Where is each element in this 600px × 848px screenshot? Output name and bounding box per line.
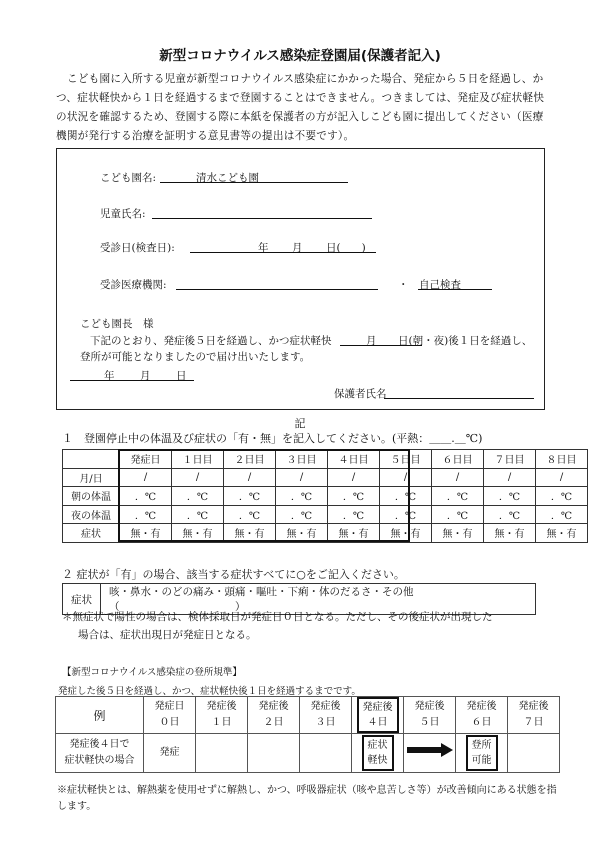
symptom-choice-cell[interactable]: 無・有 — [120, 524, 172, 543]
date-cell[interactable]: / — [536, 468, 588, 487]
day-header: ５日目 — [380, 450, 432, 469]
child-name-label: 児童氏名: — [100, 208, 146, 220]
symptom-choice-cell[interactable]: 無・有 — [380, 524, 432, 543]
evening-temp-cell[interactable]: ．℃ — [536, 505, 588, 524]
symptom-choice-cell[interactable]: 無・有 — [224, 524, 276, 543]
rule-day-header: 発症後 ７日 — [508, 697, 560, 734]
example-label: 例 — [56, 697, 144, 734]
empty-cell — [196, 734, 248, 773]
clinic-field[interactable] — [176, 289, 378, 290]
submit-month-label: 月 — [140, 370, 151, 382]
morning-temp-cell[interactable]: ．℃ — [172, 487, 224, 506]
rule-day-header: 発症日 ０日 — [144, 697, 196, 734]
row-label-symptom: 症状 — [63, 524, 120, 543]
date-cell[interactable]: / — [120, 468, 172, 487]
date-cell[interactable]: / — [380, 468, 432, 487]
symptom-choice-cell[interactable]: 無・有 — [328, 524, 380, 543]
intro-text: こども園に入所する児童が新型コロナウイルス感染症にかかった場合、発症から５日を経過し、かつ、症状軽快から１日を経過するまで登園することはできません。つきましては、発症及び症状軽快の状況を確認するため、登園する際に本紙を保護者の方が記入しこども園に提出してください（医療機関が発行する治療を証明する意見書等の提出は不要です）。 — [56, 73, 545, 142]
note-line-1: ＊無症状で陽性の場合は、検体採取日が発症日０日となる。ただし、その後症状が出現した — [62, 611, 493, 623]
evening-temp-cell[interactable]: ．℃ — [172, 505, 224, 524]
child-name-field[interactable] — [152, 218, 372, 219]
date-cell[interactable]: / — [432, 468, 484, 487]
evening-temp-cell[interactable]: ．℃ — [484, 505, 536, 524]
date-cell[interactable]: / — [172, 468, 224, 487]
symptom-choice-cell[interactable]: 無・有 — [172, 524, 224, 543]
statement-part-c: 日(朝・夜)後１日を経過し、 — [398, 335, 533, 347]
table-header-row — [63, 450, 588, 469]
symptom-choice-cell[interactable]: 無・有 — [432, 524, 484, 543]
table-row — [63, 524, 588, 543]
rules-description: 発症した後５日を経過し、かつ、症状軽快後１日を経過するまでです。 — [58, 686, 361, 697]
rule-day-header: 発症後 ５日 — [404, 697, 456, 734]
rules-title: 【新型コロナウイルス感染症の登所規準】 — [62, 667, 242, 678]
temperature-table — [62, 449, 588, 543]
self-test-underline — [418, 289, 492, 290]
date-cell[interactable]: / — [276, 468, 328, 487]
submit-year-label: 年 — [104, 370, 115, 382]
clinic-label: 受診医療機関: — [100, 279, 167, 291]
morning-temp-cell[interactable]: ．℃ — [380, 487, 432, 506]
morning-temp-cell[interactable]: ．℃ — [536, 487, 588, 506]
day-header: ８日目 — [536, 450, 588, 469]
empty-cell — [300, 734, 352, 773]
table-header-row — [56, 697, 560, 734]
exam-month-label: 月 — [292, 242, 303, 254]
self-test-option[interactable]: ・ 自己検査 — [398, 279, 461, 291]
case-label: 発症後４日で 症状軽快の場合 — [56, 734, 144, 773]
day-header: ７日目 — [484, 450, 536, 469]
evening-temp-cell[interactable]: ．℃ — [432, 505, 484, 524]
day-header: ４日目 — [328, 450, 380, 469]
date-cell[interactable]: / — [328, 468, 380, 487]
record-mark: 記 — [294, 417, 306, 430]
symptom-relief-note: ※症状軽快とは、解熱薬を使用せずに解熱し、かつ、呼吸器症状（咳や息苦しさ等）が改善傾向にある状態を指します。 — [57, 785, 557, 812]
day-header: ６日目 — [432, 450, 484, 469]
statement-part-d: 登所が可能となりましたので届け出いたします。 — [80, 351, 311, 363]
evening-temp-cell[interactable]: ．℃ — [224, 505, 276, 524]
exam-day-label: 日( ) — [326, 242, 366, 254]
exam-year-label: 年 — [258, 242, 269, 254]
section1-heading: １ 登園停止中の体温及び症状の「有・無」を記入してください。(平熱：＿＿.＿℃) — [62, 432, 483, 445]
morning-temp-cell[interactable]: ．℃ — [432, 487, 484, 506]
rules-example-table — [55, 696, 560, 773]
note-line-2: 場合は、症状出現日が発症日となる。 — [78, 629, 257, 641]
evening-temp-cell[interactable]: ．℃ — [120, 505, 172, 524]
rule-day-header: 発症後 ２日 — [248, 697, 300, 734]
morning-temp-cell[interactable]: ．℃ — [276, 487, 328, 506]
onset-cell: 発症 — [144, 734, 196, 773]
day-header: ３日目 — [276, 450, 328, 469]
statement-part-a: 下記のとおり、発症後５日を経過し、かつ症状軽快 — [90, 335, 332, 347]
empty-cell — [508, 734, 560, 773]
symptom-options[interactable]: 咳・鼻水・のどの痛み・頭痛・嘔吐・下痢・体のだるさ・その他（ ） — [101, 584, 536, 615]
table-row — [56, 734, 560, 773]
page-title: 新型コロナウイルス感染症登園届(保護者記入) — [159, 48, 441, 64]
empty-cell — [248, 734, 300, 773]
symptom-choice-cell[interactable]: 無・有 — [276, 524, 328, 543]
guardian-name-field[interactable] — [384, 398, 534, 399]
table-row — [63, 505, 588, 524]
day-header: 発症日 — [120, 450, 172, 469]
table-row — [63, 487, 588, 506]
evening-temp-cell[interactable]: ．℃ — [328, 505, 380, 524]
row-label-date: 月/日 — [63, 468, 120, 487]
guardian-label: 保護者氏名 — [334, 388, 387, 400]
evening-temp-cell[interactable]: ．℃ — [380, 505, 432, 524]
day-header: ２日目 — [224, 450, 276, 469]
table-row — [63, 468, 588, 487]
symptom-choice-cell[interactable]: 無・有 — [484, 524, 536, 543]
rule-day-header: 発症後 ６日 — [456, 697, 508, 734]
attendance-ok-cell: 登所 可能 — [456, 734, 508, 773]
row-label-morning-temp: 朝の体温 — [63, 487, 120, 506]
evening-temp-cell[interactable]: ．℃ — [276, 505, 328, 524]
exam-date-label: 受診日(検査日): — [100, 242, 175, 254]
arrow-right-icon — [407, 743, 453, 757]
section2-heading: ２ 症状が「有」の場合、該当する症状すべてに○をご記入ください。 — [62, 568, 405, 581]
arrow-cell — [404, 734, 456, 773]
rule-day-header: 発症後 １日 — [196, 697, 248, 734]
morning-temp-cell[interactable]: ．℃ — [484, 487, 536, 506]
symptom-label: 症状 — [63, 584, 101, 615]
morning-temp-cell[interactable]: ．℃ — [120, 487, 172, 506]
date-cell[interactable]: / — [224, 468, 276, 487]
day-header: １日目 — [172, 450, 224, 469]
relief-cell: 症状 軽快 — [352, 734, 404, 773]
row-label-evening-temp: 夜の体温 — [63, 505, 120, 524]
rule-day-header: 発症後 ３日 — [300, 697, 352, 734]
submit-day-label: 日 — [176, 370, 187, 382]
rule-day-header-boxed: 発症後 ４日 — [352, 697, 404, 734]
table-corner — [63, 450, 120, 469]
school-label: こども園名: — [100, 172, 157, 184]
morning-temp-cell[interactable]: ．℃ — [328, 487, 380, 506]
director-address: こども園長 様 — [80, 318, 154, 330]
symptom-choice-cell[interactable]: 無・有 — [536, 524, 588, 543]
morning-temp-cell[interactable]: ．℃ — [224, 487, 276, 506]
school-name-value: 清水こども園 — [196, 172, 259, 184]
statement-month: 月 — [366, 335, 377, 347]
asymptomatic-note — [62, 608, 552, 644]
date-cell[interactable]: / — [484, 468, 536, 487]
